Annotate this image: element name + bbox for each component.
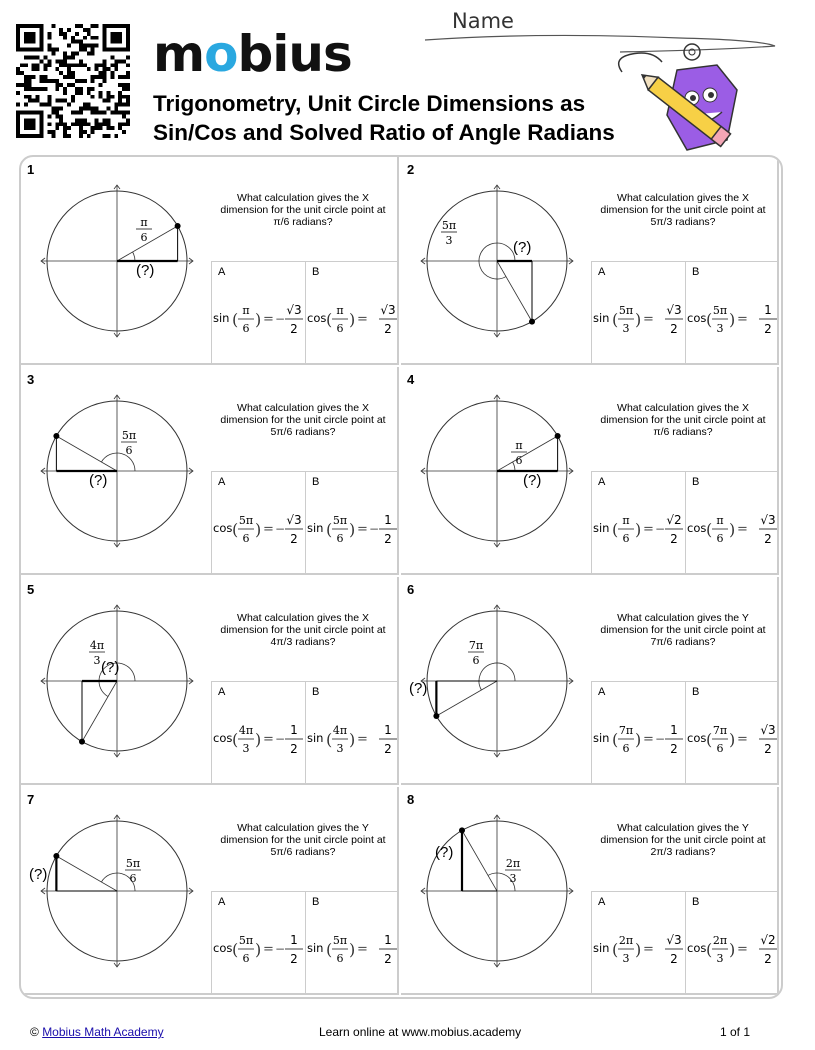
answer-option-b[interactable] [305,681,399,785]
question-text: What calculation gives the Y dimension for the unit circle point at 2π/3 radians? [600,822,766,858]
angle-numerator: 4π [89,639,105,652]
open-paren: ( [232,940,239,959]
arg-numerator: 5π [238,934,254,947]
angle-numerator: 7π [468,639,484,652]
result-numerator: 1 [290,933,298,947]
angle-numerator: 2π [505,857,521,870]
question-text: What calculation gives the X dimension for the unit circle point at π/6 radians? [220,192,386,228]
trig-function: sin [593,731,610,745]
answer-option-a[interactable] [591,681,685,785]
angle-denominator: 6 [125,444,133,457]
trig-function: cos [687,941,707,955]
trig-expression [212,502,306,562]
angle-denominator: 3 [93,654,101,667]
result-sign: − [275,312,286,326]
angle-numerator: π [140,216,148,229]
footer-center: Learn online at www.mobius.academy [319,1025,522,1039]
radius-line [497,261,532,322]
problem-cell [21,577,399,785]
arg-numerator: 4π [238,724,254,737]
answer-option-b[interactable] [685,891,779,995]
arg-numerator: 7π [618,724,634,737]
answer-label: A [218,476,226,488]
angle-numerator: 5π [441,219,457,232]
angle-denominator: 3 [445,234,453,247]
result-numerator: √3 [666,303,682,317]
close-paren: ) [729,940,736,959]
equals-sign: = [357,522,368,537]
unknown-label: (?) [101,659,120,676]
open-paren: ( [612,730,619,749]
result-sign: − [275,732,286,746]
result-denominator: 2 [290,322,298,336]
close-paren: ) [349,310,356,329]
mobius-logo [153,26,352,82]
unknown-label: (?) [523,472,542,489]
radius-line [56,856,117,891]
trig-expression [686,712,780,772]
result-numerator: 1 [384,723,392,737]
question-text: What calculation gives the X dimension for the unit circle point at π/6 radians? [600,402,766,438]
angle-denominator: 6 [515,454,523,467]
unknown-label: (?) [409,680,428,697]
question-text: What calculation gives the Y dimension for the unit circle point at 7π/6 radians? [600,612,766,648]
result-numerator: √3 [760,723,776,737]
answer-option-b[interactable] [685,681,779,785]
arg-numerator: 4π [332,724,348,737]
arg-denominator: 6 [622,532,630,545]
close-paren: ) [635,310,642,329]
trig-expression [306,712,400,772]
arg-denominator: 6 [336,322,344,335]
equals-sign: = [263,522,274,537]
problem-cell [401,577,779,785]
arg-numerator: π [622,514,630,527]
open-paren: ( [232,520,239,539]
trig-expression [592,502,686,562]
answer-label: A [598,896,606,908]
result-numerator: √2 [760,933,776,947]
answer-option-b[interactable] [685,471,779,575]
unit-circle-figure [21,157,209,365]
open-paren: ( [612,310,619,329]
unit-circle-figure [21,367,209,575]
trig-function: cos [213,941,233,955]
trig-expression [592,292,686,352]
close-paren: ) [255,520,262,539]
answer-option-a[interactable] [211,261,305,365]
result-denominator: 2 [384,742,392,756]
circle-point [79,739,85,745]
radius-line [436,681,497,716]
unit-circle-figure [401,367,589,575]
result-denominator: 2 [764,532,772,546]
angle-arc [133,252,135,261]
problem-cell [21,787,399,995]
equals-sign: = [643,522,654,537]
trig-function: cos [687,731,707,745]
trig-function: cos [213,731,233,745]
arg-numerator: π [242,304,250,317]
arg-denominator: 3 [622,322,630,335]
trig-expression [306,922,400,982]
trig-expression [212,292,306,352]
problem-number: 8 [407,792,415,807]
arg-denominator: 3 [716,952,724,965]
name-label: Name [452,9,514,33]
equals-sign: = [357,732,368,747]
trig-function: cos [307,311,327,325]
equals-sign: = [643,942,654,957]
close-paren: ) [255,940,262,959]
radius-line [497,436,558,471]
arg-denominator: 6 [242,532,250,545]
arg-denominator: 3 [336,742,344,755]
open-paren: ( [232,310,239,329]
equals-sign: = [357,312,368,327]
result-numerator: √3 [286,303,302,317]
unknown-label: (?) [29,866,48,883]
unit-circle-figure [401,577,589,785]
trig-function: sin [307,731,324,745]
result-denominator: 2 [764,952,772,966]
answer-option-a[interactable] [591,471,685,575]
mascot-illustration [612,40,752,158]
arg-denominator: 6 [242,952,250,965]
result-numerator: √2 [666,513,682,527]
arg-numerator: 7π [712,724,728,737]
page-number: 1 of 1 [720,1025,751,1039]
arg-denominator: 6 [716,532,724,545]
open-paren: ( [326,520,333,539]
arg-denominator: 6 [716,742,724,755]
arg-numerator: 5π [712,304,728,317]
circle-point [555,433,561,439]
trig-function: cos [687,311,707,325]
unknown-label: (?) [513,239,532,256]
result-numerator: 1 [764,303,772,317]
answer-option-a[interactable] [211,891,305,995]
result-numerator: √3 [666,933,682,947]
answer-option-a[interactable] [211,681,305,785]
problem-number: 1 [27,162,35,177]
result-denominator: 2 [670,532,678,546]
arg-numerator: 2π [712,934,728,947]
circle-point [53,433,59,439]
page-title: Trigonometry, Unit Circle Dimensions as Sin/Cos and Solved Ratio of Angle Radians [153,91,615,145]
answer-label: B [312,686,320,698]
answer-label: A [598,266,606,278]
arg-numerator: 5π [332,934,348,947]
logo-text: mobius [153,25,352,83]
answer-label: A [218,686,226,698]
answer-option-b[interactable] [305,261,399,365]
trig-function: sin [307,941,324,955]
angle-denominator: 6 [140,231,148,244]
close-paren: ) [255,310,262,329]
answer-label: B [692,266,700,278]
equals-sign: = [737,312,748,327]
problem-cell [21,157,399,365]
open-paren: ( [612,520,619,539]
answer-label: B [692,476,700,488]
result-denominator: 2 [290,742,298,756]
equals-sign: = [737,942,748,957]
arg-numerator: 2π [618,934,634,947]
footer-link[interactable]: Mobius Math Academy [42,1025,164,1039]
answer-option-a[interactable] [591,261,685,365]
circle-point [175,223,181,229]
problem-grid [19,155,783,999]
answer-option-b[interactable] [305,471,399,575]
arg-numerator: π [336,304,344,317]
circle-point [53,853,59,859]
trig-expression [306,292,400,352]
equals-sign: = [737,732,748,747]
unknown-label: (?) [89,472,108,489]
trig-expression [212,922,306,982]
radius-line [462,830,497,891]
arg-denominator: 6 [622,742,630,755]
answer-option-a[interactable] [211,471,305,575]
result-numerator: √3 [380,303,396,317]
question-text: What calculation gives the X dimension for the unit circle point at 5π/3 radians? [600,192,766,228]
answer-label: B [692,686,700,698]
trig-expression [686,502,780,562]
qr-code [16,24,130,138]
arg-numerator: π [716,514,724,527]
equals-sign: = [643,312,654,327]
trig-function: sin [593,941,610,955]
problem-cell [401,367,779,575]
answer-option-a[interactable] [591,891,685,995]
trig-expression [686,922,780,982]
result-numerator: 1 [384,513,392,527]
open-paren: ( [706,520,713,539]
question-text: What calculation gives the X dimension for the unit circle point at 4π/3 radians? [220,612,386,648]
equals-sign: = [737,522,748,537]
trig-expression [306,502,400,562]
result-denominator: 2 [764,322,772,336]
trig-expression [686,292,780,352]
result-denominator: 2 [384,952,392,966]
open-paren: ( [706,310,713,329]
result-numerator: 1 [290,723,298,737]
radius-line [56,436,117,471]
trig-expression [592,712,686,772]
arg-denominator: 3 [242,742,250,755]
close-paren: ) [255,730,262,749]
close-paren: ) [349,730,356,749]
radius-line [82,681,117,742]
result-numerator: 1 [670,723,678,737]
result-numerator: 1 [384,933,392,947]
arg-numerator: 5π [238,514,254,527]
circle-point [433,713,439,719]
result-denominator: 2 [384,532,392,546]
open-paren: ( [326,940,333,959]
angle-denominator: 6 [472,654,480,667]
unit-circle-figure [21,577,209,785]
result-sign: − [655,522,666,536]
angle-numerator: π [515,439,523,452]
equals-sign: = [263,942,274,957]
result-denominator: 2 [290,952,298,966]
close-paren: ) [635,520,642,539]
problem-number: 3 [27,372,35,387]
open-paren: ( [232,730,239,749]
arg-numerator: 5π [618,304,634,317]
result-numerator: √3 [760,513,776,527]
problem-cell [401,157,779,365]
trig-expression [212,712,306,772]
equals-sign: = [263,732,274,747]
answer-option-b[interactable] [685,261,779,365]
arg-denominator: 6 [336,952,344,965]
angle-numerator: 5π [121,429,137,442]
open-paren: ( [706,940,713,959]
result-denominator: 2 [670,742,678,756]
answer-option-b[interactable] [305,891,399,995]
problem-cell [21,367,399,575]
unit-circle-figure [401,157,589,365]
result-sign: − [275,942,286,956]
answer-label: A [598,476,606,488]
question-text: What calculation gives the X dimension for the unit circle point at 5π/6 radians? [220,402,386,438]
trig-function: sin [213,311,230,325]
open-paren: ( [326,730,333,749]
answer-label: A [218,896,226,908]
result-denominator: 2 [384,322,392,336]
unit-circle-figure [21,787,209,995]
arg-denominator: 6 [242,322,250,335]
arg-denominator: 3 [622,952,630,965]
trig-function: cos [213,521,233,535]
unknown-label: (?) [136,262,155,279]
result-denominator: 2 [290,532,298,546]
trig-expression [592,922,686,982]
angle-denominator: 3 [509,872,517,885]
equals-sign: = [643,732,654,747]
result-sign: − [275,522,286,536]
result-numerator: √3 [286,513,302,527]
open-paren: ( [706,730,713,749]
circle-point [459,827,465,833]
angle-denominator: 6 [129,872,137,885]
answer-label: B [312,266,320,278]
close-paren: ) [729,730,736,749]
trig-function: cos [687,521,707,535]
result-sign: − [369,522,380,536]
arg-denominator: 3 [716,322,724,335]
close-paren: ) [349,520,356,539]
problem-number: 2 [407,162,415,177]
close-paren: ) [729,520,736,539]
answer-label: A [218,266,226,278]
problem-number: 7 [27,792,35,807]
trig-function: sin [593,311,610,325]
footer-copyright [30,1025,164,1039]
open-paren: ( [326,310,333,329]
arg-denominator: 6 [336,532,344,545]
problem-cell [401,787,779,995]
arg-numerator: 5π [332,514,348,527]
unit-circle-figure [401,787,589,995]
unknown-label: (?) [435,844,454,861]
trig-function: sin [307,521,324,535]
copyright-symbol: © [30,1025,39,1039]
open-paren: ( [612,940,619,959]
equals-sign: = [263,312,274,327]
result-sign: − [655,732,666,746]
result-denominator: 2 [670,952,678,966]
answer-label: B [312,896,320,908]
angle-numerator: 5π [125,857,141,870]
result-denominator: 2 [670,322,678,336]
trig-function: sin [593,521,610,535]
circle-point [529,319,535,325]
answer-label: B [312,476,320,488]
close-paren: ) [729,310,736,329]
result-denominator: 2 [764,742,772,756]
answer-label: A [598,686,606,698]
close-paren: ) [349,940,356,959]
problem-number: 4 [407,372,415,387]
equals-sign: = [357,942,368,957]
close-paren: ) [635,940,642,959]
answer-label: B [692,896,700,908]
question-text: What calculation gives the Y dimension for the unit circle point at 5π/6 radians? [220,822,386,858]
problem-number: 5 [27,582,35,597]
close-paren: ) [635,730,642,749]
problem-number: 6 [407,582,415,597]
